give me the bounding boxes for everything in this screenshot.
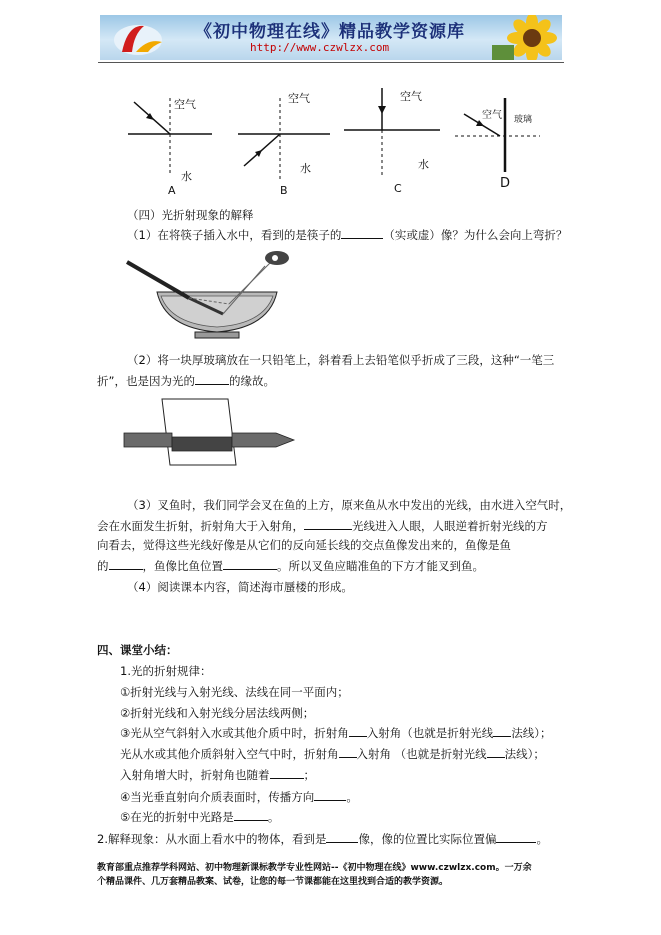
rule-3-text-c: 法线）； (511, 726, 552, 740)
phenomenon-text-a: 2.解释现象：从水面上看水中的物体，看到是 (97, 832, 327, 846)
label-water-b: 水 (300, 162, 311, 175)
banner-url: http://www.czwlzx.com (250, 41, 390, 54)
footer-line2: 个精品课件、几万套精品教案、试卷，让您的每一节课都能在这里找到合适的教学资源。 (97, 877, 449, 887)
rule-5-blank[interactable] (234, 809, 268, 821)
label-d: D (500, 176, 511, 191)
label-air-c: 空气 (400, 90, 422, 103)
footer-line1: 教育部重点推荐学科网站、初中物理新课标教学专业性网站--《初中物理在线》www.czwlzx.com。一万余 (97, 863, 532, 873)
label-glass-d: 玻璃 (514, 115, 533, 125)
rule-3-blank-1[interactable] (349, 725, 367, 737)
phenomenon-blank-1[interactable] (326, 831, 358, 843)
q3-blank-2[interactable] (109, 558, 143, 570)
summary-heading: 四、课堂小结： (97, 643, 178, 657)
q2-line1: （2）将一块厚玻璃放在一只铅笔上，斜着看上去铅笔似乎折成了三段，这种“一笔三 (127, 353, 555, 367)
q1-line (127, 227, 567, 242)
rule-3-text-a: ③光从空气斜射入水或其他介质中时，折射角 (120, 726, 349, 740)
q1-blank[interactable] (341, 227, 383, 239)
label-water-c: 水 (418, 158, 429, 171)
rule-3b (120, 746, 545, 761)
rule-3b-text-c: 法线）； (504, 747, 545, 761)
q3-line1: （3）叉鱼时，我们同学会叉在鱼的上方，原来鱼从水中发出的光线，由水进入空气时， (127, 498, 572, 512)
label-water-a: 水 (181, 170, 192, 183)
rule-4 (120, 789, 358, 804)
phenomenon-line (97, 831, 548, 846)
rule-3b-text-a: 光从水或其他介质斜射入空气中时，折射角 (120, 747, 339, 761)
rule-3c-text-a: 入射角增大时，折射角也随着 (120, 768, 270, 782)
q3-text-b1: 会在水面发生折射，折射角大于入射角， (97, 519, 304, 533)
rule-3b-blank-2[interactable] (487, 746, 505, 758)
label-air-b: 空气 (288, 92, 310, 105)
header-rule (98, 62, 564, 63)
q3-text-d3: 。所以叉鱼应瞄准鱼的下方才能叉到鱼。 (277, 559, 484, 573)
rule-3 (120, 725, 552, 740)
rule-3b-text-b: 入射角 （也就是折射光线 (356, 747, 487, 761)
q3-text-d1: 的 (97, 559, 109, 573)
rule-4-blank[interactable] (314, 789, 346, 801)
q1-text-a: （1）在将筷子插入水中，看到的是筷子的 (127, 228, 342, 242)
rule-3c-blank[interactable] (270, 767, 304, 779)
diagram-a (128, 98, 212, 176)
rule-3c (120, 767, 315, 782)
rule-3-blank-2[interactable] (493, 725, 511, 737)
section4-heading: （四）光折射现象的解释 (127, 208, 254, 222)
rule-3-text-b: 入射角（也就是折射光线 (366, 726, 494, 740)
phenomenon-text-c: 。 (536, 832, 548, 846)
rule-title: 1.光的折射规律： (120, 664, 212, 678)
q3-text-d2: ，鱼像比鱼位置 (142, 559, 223, 573)
q2-text-b: 折”，也是因为光的 (97, 374, 195, 388)
rule-5-text-b: 。 (267, 810, 280, 824)
header-banner (100, 15, 562, 60)
sunflower-icon (492, 15, 562, 60)
diagram-b (238, 98, 330, 180)
label-a: A (168, 184, 176, 197)
label-air-d: 空气 (482, 110, 502, 121)
rule-3b-blank-1[interactable] (339, 746, 357, 758)
rule-5-text-a: ⑤在光的折射中光路是 (120, 810, 234, 824)
rule-3c-text-b: ； (303, 768, 315, 782)
q2-line2 (97, 373, 275, 388)
q3-blank-3[interactable] (223, 558, 277, 570)
phenomenon-text-b: 像，像的位置比实际位置偏 (358, 832, 497, 846)
q4-line: （4）阅读课本内容，简述海市蜃楼的形成。 (127, 580, 353, 594)
banner-title: 《初中物理在线》精品教学资源库 (195, 22, 465, 42)
q3-line2 (97, 518, 548, 533)
label-air-a: 空气 (174, 98, 196, 111)
rule-1: ①折射光线与入射光线、法线在同一平面内； (120, 685, 349, 699)
pencil-glass-figure (120, 397, 300, 467)
q3-line3: 向看去，觉得这些光线好像是从它们的反向延长线的交点鱼像发出来的，鱼像是鱼 (97, 538, 511, 552)
rule-4-text-a: ④当光垂直射向介质表面时，传播方向 (120, 790, 315, 804)
q2-blank[interactable] (195, 373, 229, 385)
rule-2: ②折射光线和入射光线分居法线两侧； (120, 706, 315, 720)
q1-text-b: （实或虚）像？为什么会向上弯折？ (383, 228, 568, 242)
chopstick-bowl-figure (125, 244, 305, 344)
label-c: C (394, 182, 402, 195)
q3-blank-1[interactable] (304, 518, 352, 530)
rule-4-text-b: 。 (346, 790, 358, 804)
site-logo-icon (108, 18, 168, 58)
q3-text-b2: 光线进入人眼，人眼逆着折射光线的方 (352, 519, 548, 533)
label-b: B (280, 184, 288, 197)
q3-line4 (97, 558, 484, 573)
rule-5 (120, 809, 279, 824)
phenomenon-blank-2[interactable] (496, 831, 536, 843)
q2-text-c: 的缘故。 (228, 374, 275, 388)
